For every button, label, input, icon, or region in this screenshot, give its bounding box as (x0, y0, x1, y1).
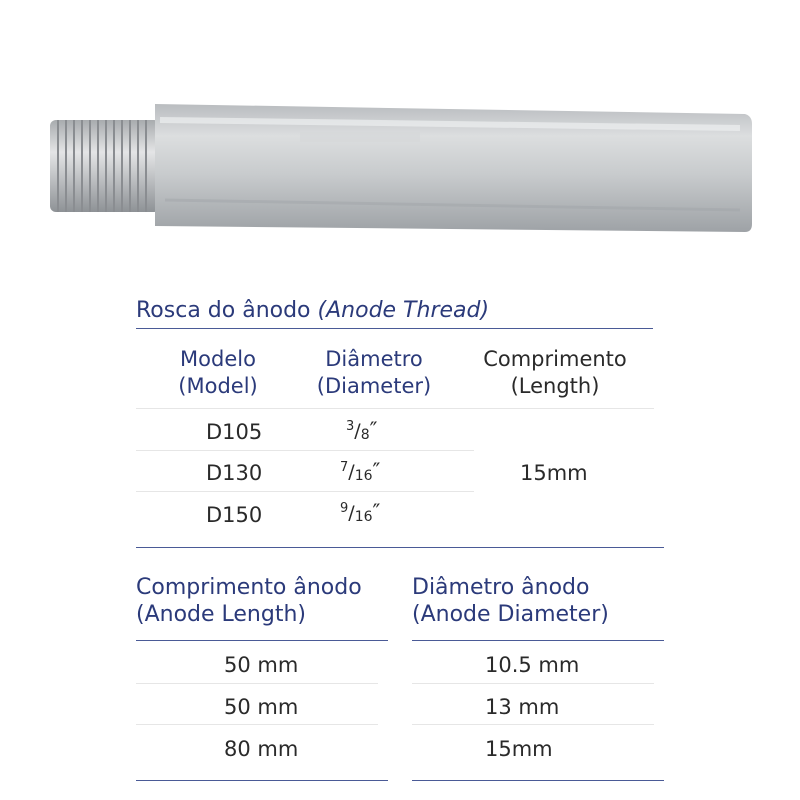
anode-length-bottom-rule (136, 780, 388, 781)
thread-table-bottom-rule (136, 547, 664, 548)
model-cell: D130 (206, 461, 263, 485)
row-divider (136, 683, 378, 684)
anode-diameter-bottom-rule (412, 780, 664, 781)
anode-rod-image (0, 0, 800, 270)
anode-length-value: 50 mm (224, 653, 299, 677)
diameter-cell: $^7/_{16}''$ (340, 459, 381, 484)
model-cell: D105 (206, 420, 263, 444)
row-divider (412, 683, 654, 684)
anode-length-value: 80 mm (224, 737, 299, 761)
header-model: Modelo (Model) (178, 347, 258, 398)
row-divider (136, 408, 654, 409)
anode-diameter-value: 13 mm (485, 695, 560, 719)
anode-diameter-rule (412, 640, 664, 641)
row-divider (136, 724, 378, 725)
anode-diameter-value: 15mm (485, 737, 553, 761)
model-cell: D150 (206, 503, 263, 527)
anode-length-rule (136, 640, 388, 641)
header-length: Comprimento (Length) (483, 347, 627, 398)
length-value: 15mm (520, 461, 588, 485)
diameter-cell: $^3/_8''$ (346, 418, 378, 443)
thread-title-rule (136, 328, 653, 329)
row-divider (136, 491, 474, 492)
anode-diameter-title: Diâmetro ânodo (Anode Diameter) (412, 575, 609, 627)
header-diameter: Diâmetro (Diameter) (316, 347, 432, 398)
thread-table-title: Rosca do ânodo (Anode Thread) (136, 298, 490, 323)
anode-length-value: 50 mm (224, 695, 299, 719)
anode-diameter-value: 10.5 mm (485, 653, 580, 677)
row-divider (136, 450, 474, 451)
row-divider (412, 724, 654, 725)
diameter-cell: $^9/_{16}''$ (340, 500, 381, 525)
anode-length-title: Comprimento ânodo (Anode Length) (136, 575, 362, 627)
